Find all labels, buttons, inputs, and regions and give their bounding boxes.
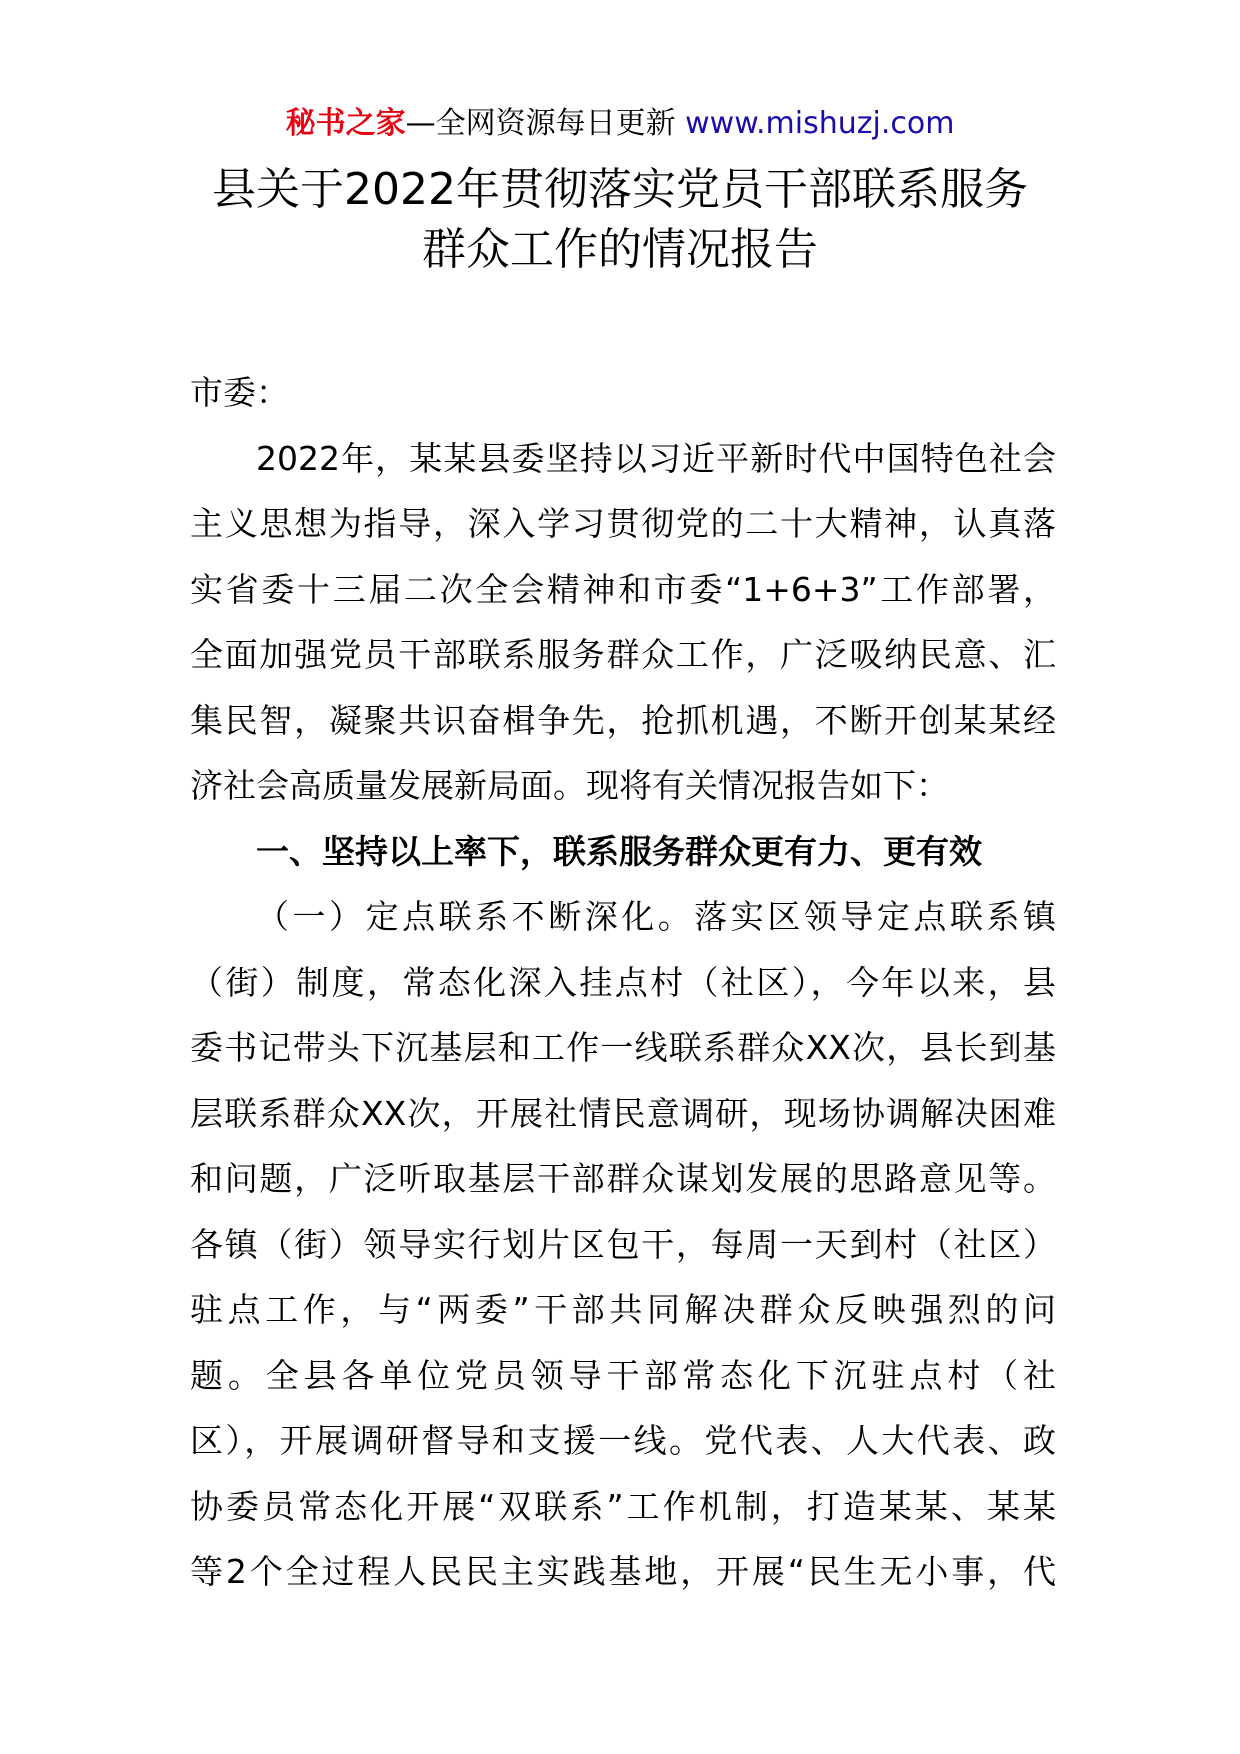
- paragraph-line: 层联系群众XX次，开展社情民意调研，现场协调解决困难: [190, 1093, 1056, 1133]
- site-brand: 秘书之家: [285, 106, 406, 141]
- paragraph-line: 主义思想为指导，深入学习贯彻党的二十大精神，认真落: [190, 504, 1056, 543]
- paragraph-line: 2022年，某某县委坚持以习近平新时代中国特色社会: [256, 438, 1056, 478]
- paragraph-line: 实省委十三届二次全会精神和市委“1+6+3”工作部署，: [190, 569, 1056, 609]
- paragraph-line: 各镇（街）领导实行划片区包干，每周一天到村（社区）: [190, 1224, 1056, 1264]
- paragraph-line: （一）定点联系不断深化。落实区领导定点联系镇: [256, 897, 1056, 936]
- section-heading: 一、坚持以上率下，联系服务群众更有力、更有效: [256, 831, 982, 871]
- paragraph-line: 和问题，广泛听取基层干部群众谋划发展的思路意见等。: [190, 1159, 1056, 1198]
- paragraph-line: （街）制度，常态化深入挂点村（社区），今年以来，县: [190, 962, 1056, 1002]
- document-title: [180, 160, 1060, 280]
- site-header: [0, 102, 1240, 146]
- paragraph-line: 济社会高质量发展新局面。现将有关情况报告如下：: [190, 766, 949, 805]
- paragraph-line: 等2个全过程人民民主实践基地，开展“民生无小事，代: [190, 1552, 1056, 1591]
- salutation: 市委：: [190, 373, 289, 412]
- document-body: [190, 360, 1056, 1605]
- paragraph-line: 全面加强党员干部联系服务群众工作，广泛吸纳民意、汇: [190, 635, 1056, 674]
- site-url-link[interactable]: www.mishuzj.com: [685, 106, 955, 141]
- paragraph-line: 委书记带头下沉基层和工作一线联系群众XX次，县长到基: [190, 1028, 1056, 1067]
- paragraph-line: 题。全县各单位党员领导干部常态化下沉驻点村（社: [190, 1355, 1056, 1395]
- paragraph-line: 驻点工作，与“两委”干部共同解决群众反映强烈的问: [190, 1290, 1056, 1329]
- title-line-1: 县关于2022年贯彻落实党员干部联系服务: [212, 164, 1028, 215]
- paragraph-line: 区），开展调研督导和支援一线。党代表、人大代表、政: [190, 1421, 1056, 1460]
- site-tagline: —全网资源每日更新: [405, 106, 676, 141]
- title-line-2: 群众工作的情况报告: [422, 224, 818, 275]
- paragraph-line: 协委员常态化开展“双联系”工作机制，打造某某、某某: [190, 1486, 1056, 1526]
- paragraph-line: 集民智，凝聚共识奋楫争先，抢抓机遇，不断开创某某经: [190, 700, 1056, 740]
